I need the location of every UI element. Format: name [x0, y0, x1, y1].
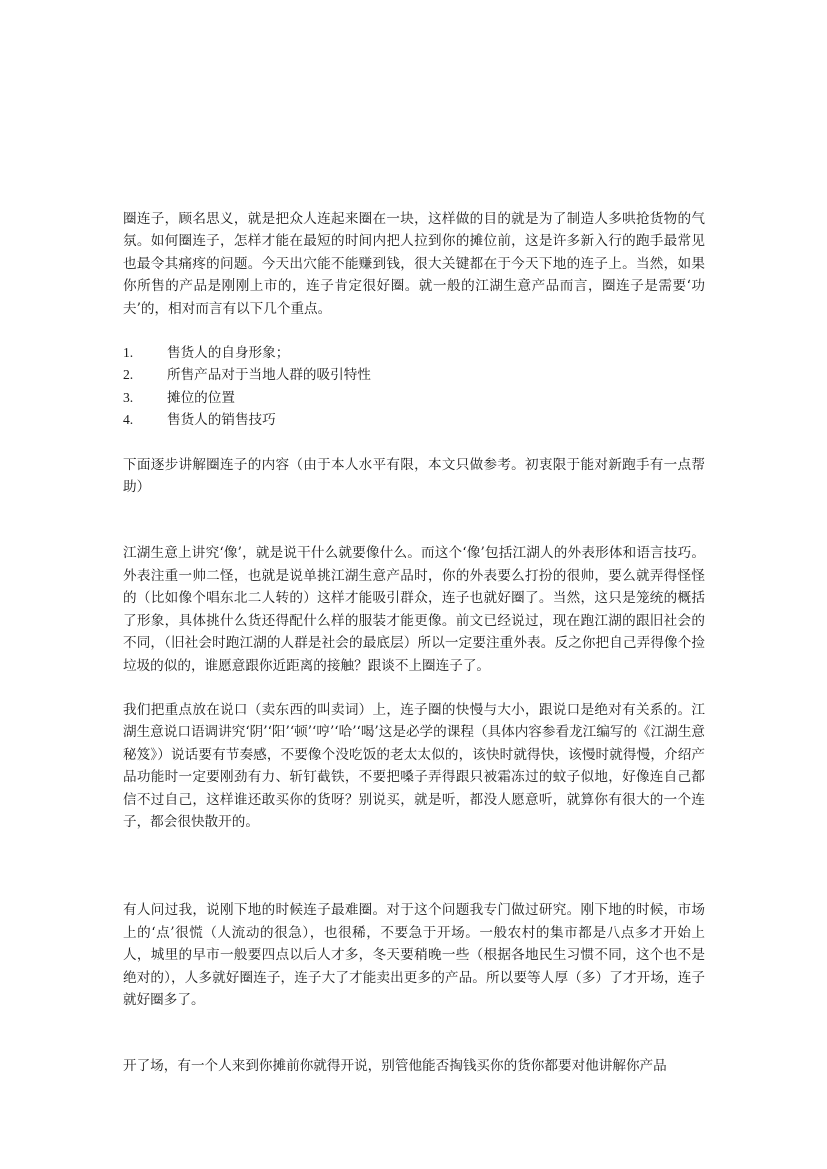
- list-item: [123, 342, 705, 364]
- list-item: [123, 409, 705, 431]
- list-item-text: 摊位的位置: [167, 389, 235, 406]
- list-item-number: 3.: [123, 389, 134, 405]
- spacer: [123, 1011, 705, 1055]
- list-item-number: 1.: [123, 345, 134, 361]
- list-item-text: 所售产品对于当地人群的吸引特性: [167, 367, 371, 384]
- document-page: [123, 208, 705, 1078]
- opening-paragraph: 开了场，有一个人来到你摊前你就得开说，别管他能否掏钱买你的货你都要对他讲解你产品: [123, 1058, 667, 1075]
- timing-paragraph: 有人问过我，说刚下地的时候连子最难圈。对于这个问题我专门做过研究。刚下地的时候，市场上的‘点’很慌（人流动的很急），也很稀，不要急于开场。一般农村的集市都是八点多才开始上人，城里的早市一般要四点以后人才多，冬天要稍晚一些（根据各地民生习惯不同，这个也不是绝对的），人多就好圈连子，连子大了才能卖出更多的产品。所以要等人厚（多）了才开场，连子就好圈多了。: [123, 902, 705, 1008]
- list-item-text: 售货人的销售技巧: [167, 412, 276, 429]
- spacer: [123, 432, 705, 454]
- spacer: [123, 833, 705, 899]
- speech-paragraph: 我们把重点放在说口（卖东西的叫卖词）上，连子圈的快慢与大小，跟说口是绝对有关系的。江湖生意说口语调讲究‘阴’‘阳’‘顿’‘哼’‘哈’‘喝’这是必学的课程（具体内容参看龙江编写的《江湖生意秘笈》）说话要有节奏感，不要像个没吃饭的老太太似的，该快时就得快，该慢时就得慢，介绍产品功能时一定要刚劲有力、斩钉截铁，不要把嗓子弄得跟只被霜冻过的蚊子似地，好像连自己都信不过自己，这样谁还敢买你的货呀？别说买，就是听，都没人愿意听，就算你有很大的一个连子，都会很快散开的。: [123, 701, 706, 830]
- list-item-number: 2.: [123, 367, 134, 383]
- outline-paragraph: 下面逐步讲解圈连子的内容（由于本人水平有限，本文只做参考。初衷限于能对新跑手有一点帮助）: [123, 456, 705, 496]
- spacer: [123, 677, 705, 699]
- spacer: [123, 498, 705, 542]
- list-item-number: 4.: [123, 412, 134, 428]
- spacer: [123, 320, 705, 342]
- image-paragraph: 江湖生意上讲究‘像’，就是说干什么就要像什么。而这个‘像’包括江湖人的外表形体和语言技巧。外表注重一帅二怪，也就是说单挑江湖生意产品时，你的外表要么打扮的很帅，要么就弄得怪怪的（比如像个唱东北二人转的）这样才能吸引群众，连子也就好圈了。当然，这只是笼统的概括了形象，具体挑什么货还得配什么样的服装才能更像。前文已经说过，现在跑江湖的跟旧社会的不同，（旧社会时跑江湖的人群是社会的最底层）所以一定要注重外表。反之你把自己弄得像个捡垃圾的似的，谁愿意跟你近距离的接触？跟谈不上圈连子了。: [123, 545, 705, 674]
- list-item: [123, 387, 705, 409]
- intro-paragraph: 圈连子，顾名思义，就是把众人连起来圈在一块，这样做的目的就是为了制造人多哄抢货物的气氛。如何圈连子，怎样才能在最短的时间内把人拉到你的摊位前，这是许多新入行的跑手最常见也最令其痛疼的问题。今天出穴能不能赚到钱，很大关键都在于今天下地的连子上。当然，如果你所售的产品是刚刚上市的，连子肯定很好圈。就一般的江湖生意产品而言，圈连子是需要‘功夫’的，相对而言有以下几个重点。: [123, 211, 705, 317]
- list-item: [123, 364, 705, 386]
- key-points-list: [123, 342, 705, 432]
- list-item-text: 售货人的自身形象；: [167, 345, 290, 362]
